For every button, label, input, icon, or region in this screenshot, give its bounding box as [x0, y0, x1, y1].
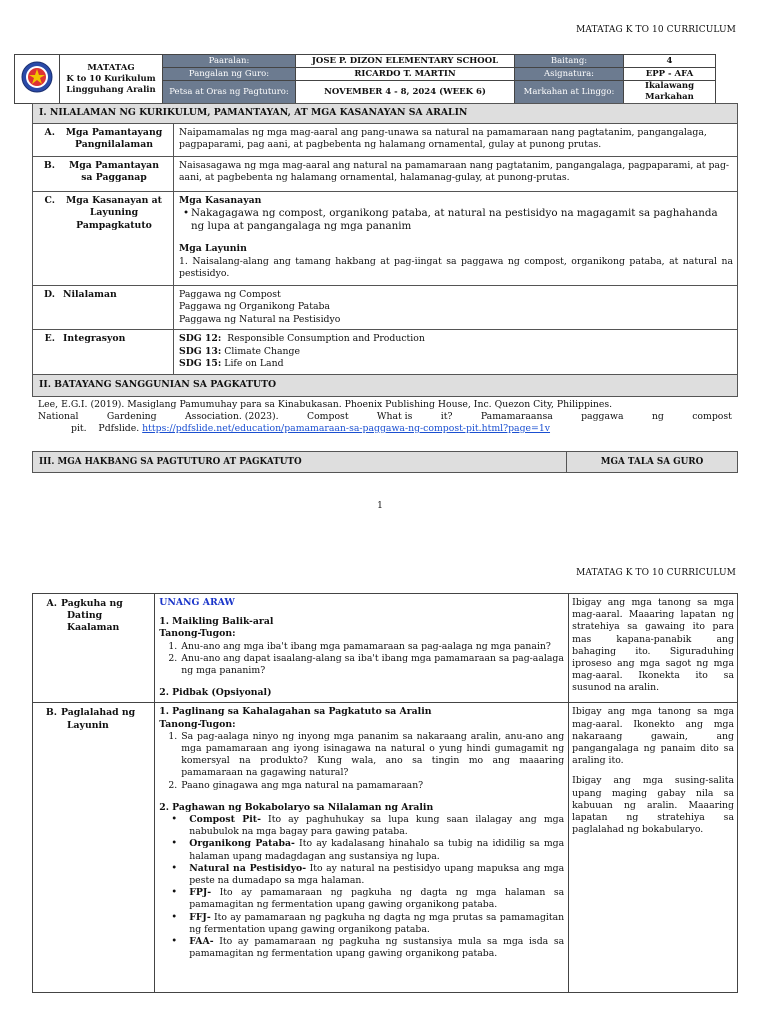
row-a2-content: UNANG ARAW 1. Maikling Balik-aral Tanong-Tugon: 1. Anu-ano ang mga iba't ibang mga pamamaraan sa pag-aalaga ng mga panain? 2. Anu-ano ang dapat isaalang-alang sa iba't ibang mga pamamaraan sa pag-aalaga ng mga pananim? 2. Pidbak (Opsiyonal)	[155, 594, 569, 703]
nilalaman-item: Paggawa ng Compost	[179, 288, 281, 300]
sdg-item: SDG 15: Life on Land	[179, 358, 284, 369]
sdg-item: SDG 12: Responsible Consumption and Production	[179, 333, 425, 344]
baitang-value: 4	[624, 55, 716, 68]
asignatura-value: EPP - AFA	[624, 68, 716, 81]
layunin-text: 1. Naisalang-alang ang tamang hakbang at pag-iingat sa paggawa ng compost, organikong pataba, at natural na pestisidyo.	[179, 255, 733, 279]
vocab-item: • FPJ- Ito ay pamamaraan ng pagkuha ng dagta ng mga halaman sa pamamagitan ng fermentation upang gawing organikong pataba.	[171, 887, 565, 911]
tala-title: MGA TALA SA GURO	[567, 452, 738, 473]
row-b2-content: 1. Paglinang sa Kahalagahan sa Pagkatuto sa Aralin Tanong-Tugon: 1. Sa pag-aalaga ninyo ng inyong mga pananim sa nakaraang aralin, anu-ano ang mga pamamaraan ang iyong isinagawa na natural o yung hindi gumagamit ng komersyal na produkto? Kung wala, ano sa tingin mo ang maaaring pamamaraan na gagawing natural? 2. Paano ginagawa ang mga natural na pamamaraan? 2. Paghawan ng Bokabolaryo sa Nilalaman ng Aralin • Compost Pit- Ito ay paghuhukay sa lupa kung saan ilalagay ang mga nabubulok na mga bagay para gawing pataba. • Organikong Pataba- Ito ay kadalasang hinahalo sa tubig na ididilig sa mga halaman upang madagdagan ang sustansiya ng lupa. • Natural na Pestisidyo- Ito ay natural na pestisidyo upang mapuksa ang mga peste na dumadapo sa mga halaman. • FPJ- Ito ay pamamaraan ng pagkuha ng dagta ng mga halaman sa pamamagitan ng fermentation upang gawing organikong pataba. • FFJ- Ito ay pamamaraan ng pagkuha ng dagta ng mga prutas sa pamamagitan ng fermentation upang gawing organikong pataba. • FAA- Ito ay pamamaraan ng pagkuha ng sustansiya mula sa mga isda sa pamamagitan ng fermentation upang gawing organikong pataba.	[155, 703, 569, 993]
paaralan-label: Paaralan:	[163, 55, 296, 68]
kasanayan-item: • Nakagagawa ng compost, organikong pataba, at natural na pestisidyo na magagamit sa paghahanda ng lupa at pangangalaga ng mga pananim	[183, 207, 718, 232]
section2-band	[32, 374, 738, 397]
sdg-item: SDG 13: Climate Change	[179, 345, 300, 357]
matatag-title: MATATAG K to 10 Kurikulum Lingguhang Aralin	[60, 55, 163, 104]
section3-title: III. MGA HAKBANG SA PAGTUTURO AT PAGKATUTO	[33, 452, 567, 473]
row-b-text: Naisasagawa ng mga mag-aaral ang natural na pamamaraan nang pagtatanim, pangangalaga, pagpaparami, at pag-aani, at pagbebenta ng halamang ornamental, halamanag-gulay, at punong-prutas.	[174, 156, 738, 191]
markahan-label: Markahan at Linggo:	[515, 81, 624, 104]
section1-table	[32, 103, 738, 375]
row-e-label: E. Integrasyon	[33, 330, 174, 375]
layunin-title: Mga Layunin	[179, 243, 247, 254]
info-table	[14, 54, 716, 104]
nilalaman-item: Paggawa ng Organikong Pataba	[179, 301, 330, 312]
guro-label: Pangalan ng Guro:	[163, 68, 296, 81]
reference-2: National Gardening Association. (2023). Compost What is it? Pamamaraansa paggawa ng compost	[38, 411, 732, 422]
vocab-item: • FFJ- Ito ay pamamaraan ng pagkuha ng dagta ng mga prutas sa pamamagitan ng fermentation upang gawing organikong pataba.	[171, 911, 565, 935]
note-b2: Ibigay ang mga tanong sa mga mag-aaral. Ikonekto ang mga nakaraang gawain, ang pangangalaga ng panaim dito sa araling ito. Ibigay ang mga susing-salita upang maging gabay nila sa kabuuan ng aralin. Maaaring lapatan ng stratehiya sa paglalahad ng bokabularyo.	[569, 703, 738, 993]
vocab-item: • Compost Pit- Ito ay paghuhukay sa lupa kung saan ilalagay ang mga nabubulok na mga bagay para gawing pataba.	[171, 814, 565, 838]
row-a2-label: A. Pagkuha ng Dating Kaalaman	[33, 594, 155, 703]
deped-seal	[15, 55, 60, 104]
petsa-label: Petsa at Oras ng Pagtuturo:	[163, 81, 296, 104]
references	[32, 395, 738, 435]
row-d-content	[174, 285, 738, 330]
row-e-content	[174, 330, 738, 375]
kasanayan-title: Mga Kasanayan	[179, 194, 262, 206]
bullet-icon: •	[183, 207, 190, 219]
nilalaman-item: Paggawa ng Natural na Pestisidyo	[179, 313, 341, 325]
row-c-label: C. Mga Kasanayan at Layuning Pampagkatuto	[33, 191, 174, 285]
row-c-content	[174, 191, 738, 285]
note-a2: Ibigay ang mga tanong sa mga mag-aaral. Maaaring lapatan ng stratehiya sa gawaing ito para mas kapana-panabik ang bahaging ito. Siguraduhing iproseso ang mga sagot ng mga mag-aaral. Ikonekta ito sa susunod na aralin.	[569, 594, 738, 703]
day-label: UNANG ARAW	[159, 597, 235, 608]
seal-icon	[21, 61, 53, 93]
row-b2-label: B. Paglalahad ng Layunin	[33, 703, 155, 993]
vocab-item: • Natural na Pestisidyo- Ito ay natural na pestisidyo upang mapuksa ang mga peste na dumadapo sa mga halaman.	[171, 862, 565, 887]
section1-title: I. NILALAMAN NG KURIKULUM, PAMANTAYAN, AT MGA KASANAYAN SA ARALIN	[33, 104, 738, 124]
guro-value: RICARDO T. MARTIN	[296, 68, 515, 81]
paaralan-value: JOSE P. DIZON ELEMENTARY SCHOOL	[296, 55, 515, 68]
petsa-value: NOVEMBER 4 - 8, 2024 (WEEK 6)	[296, 81, 515, 104]
row-a-label: A. Mga Pamantayang Pangnilalaman	[33, 123, 174, 156]
reference-1: Lee, E.G.I. (2019). Masiglang Pamumuhay para sa Kinabukasan. Phoenix Publishing House, Inc. Quezon City, Philippines.	[38, 399, 613, 410]
lesson-table	[32, 593, 738, 993]
curriculum-header: MATATAG K TO 10 CURRICULUM	[576, 568, 736, 578]
section3-band	[32, 451, 738, 473]
vocab-list	[159, 814, 564, 960]
row-d-label: D. Nilalaman	[33, 285, 174, 330]
reference-2-cont: pit. Pdfslide. https://pdfslide.net/education/pamamaraan-sa-paggawa-ng-compost-pit.html?page=1v	[71, 423, 551, 434]
markahan-value: Ikalawang Markahan	[624, 81, 716, 104]
row-a-text: Naipamamalas ng mga mag-aaral ang pang-unawa sa natural na pamamaraan nang pagtatanim, pangangalaga, pagpaparami, pag aani, at pagbebenta ng halamang ornamental, gulay at punong prutas.	[174, 123, 738, 156]
baitang-label: Baitang:	[515, 55, 624, 68]
reference-link[interactable]: https://pdfslide.net/education/pamamaraan-sa-paggawa-ng-compost-pit.html?page=1v	[142, 423, 551, 434]
vocab-item: • Organikong Pataba- Ito ay kadalasang hinahalo sa tubig na ididilig sa mga halaman upang madagdagan ang sustansiya ng lupa.	[171, 838, 565, 862]
asignatura-label: Asignatura:	[515, 68, 624, 81]
page-number: 1	[377, 501, 383, 511]
curriculum-header: MATATAG K TO 10 CURRICULUM	[576, 25, 736, 35]
row-b-label: B. Mga Pamantayan sa Pagganap	[33, 156, 174, 191]
vocab-item: • FAA- Ito ay pamamaraan ng pagkuha ng sustansiya mula sa mga isda sa pamamagitan ng fermentation upang gawing organikong pataba.	[171, 936, 565, 960]
section2-title: II. BATAYANG SANGGUNIAN SA PAGKATUTO	[33, 375, 738, 397]
